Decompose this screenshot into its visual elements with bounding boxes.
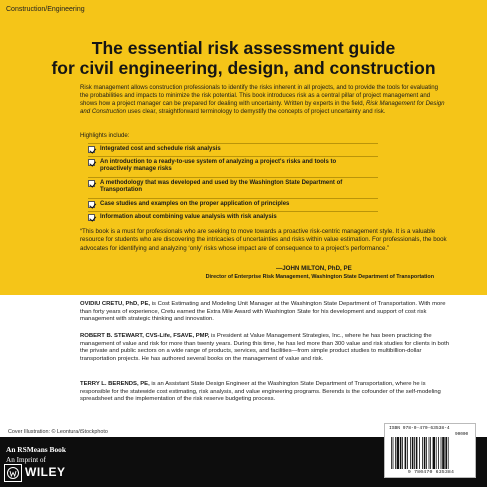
author-bio-text: is an Assistant State Design Engineer at the Washington State Department of Transportation, where he is responsible for the statewide cost estimating, risk analysis, and value engineering programs. Berends is the cofounder of the self-modeling spreadsheet and the implementation of the risk reserve budgeting process. bbox=[80, 381, 441, 403]
rsmeans-book-label: An RSMeans Book bbox=[6, 445, 66, 454]
highlight-divider bbox=[88, 177, 378, 178]
checkbox-icon bbox=[88, 201, 95, 208]
highlight-divider bbox=[88, 211, 378, 212]
imprint-label: An Imprint of bbox=[6, 456, 46, 464]
headline-line-2: for civil engineering, design, and construction bbox=[51, 58, 436, 78]
headline-line-1: The essential risk assessment guide bbox=[91, 38, 396, 58]
checkbox-icon bbox=[88, 180, 95, 187]
highlight-divider bbox=[88, 143, 378, 144]
highlight-item bbox=[100, 180, 360, 195]
highlight-text: Case studies and examples on the proper application of principles bbox=[100, 201, 290, 207]
headline bbox=[30, 38, 457, 78]
author-bio-text: is Cost Estimating and Modeling Unit Manager at the Washington State Department of Transportation. With more than forty years of experience, Cretu earned the Extra Mile Award with Washington State for his development and support of cost risk management with strategic thinking and innovation. bbox=[80, 301, 446, 323]
author-bio bbox=[80, 301, 452, 324]
author-name: ROBERT B. STEWART bbox=[80, 333, 143, 339]
wiley-logo-icon bbox=[4, 464, 22, 482]
intro-paragraph bbox=[80, 84, 447, 116]
barcode-icon bbox=[389, 437, 473, 469]
price-code: 90000 bbox=[455, 432, 469, 437]
author-name: TERRY L. BERENDS bbox=[80, 381, 137, 387]
barcode-panel bbox=[384, 423, 476, 478]
highlights-title: Highlights include: bbox=[80, 132, 130, 139]
highlight-text: An introduction to a ready-to-use system of analyzing a project's risks and tools to proactively manage risks bbox=[100, 159, 337, 173]
author-credentials: , PhD, PE, bbox=[122, 301, 151, 307]
highlight-item bbox=[100, 201, 360, 208]
intro-part-1: Risk management allows construction professionals to identify the risks inherent in all projects, and to provide the tools for evaluating the probabilities and impacts to minimize the risk potential. This book introduces risk as a central pillar of project management and shows how a project manager can be prepared for dealing with uncertainty. Written by experts in the field, bbox=[80, 84, 439, 108]
checkbox-icon bbox=[88, 214, 95, 221]
highlight-item bbox=[100, 214, 360, 221]
cover-illustration-credit: Cover Illustration: © Leontura/iStockphoto bbox=[8, 429, 108, 435]
wiley-wordmark: WILEY bbox=[25, 465, 66, 479]
quote-attribution-name: —JOHN MILTON, PhD, PE bbox=[276, 265, 352, 272]
highlight-text: Information about combining value analysis with risk analysis bbox=[100, 214, 277, 220]
endorsement-quote: “This book is a must for professionals who are seeking to move towards a proactive risk-centric management style. It is a valuable resource for students who are discovering the intricacies of uncertainties and risks within value estimation. For professionals, the book advocates for identifying and analyzing ‘only’ risks whose impact are of consequence to a project’s performance.” bbox=[80, 228, 447, 252]
checkbox-icon bbox=[88, 146, 95, 153]
highlight-text: Integrated cost and schedule risk analysis bbox=[100, 146, 221, 152]
author-bio bbox=[80, 381, 452, 404]
author-name: OVIDIU CRETU bbox=[80, 301, 123, 307]
isbn-label: ISBN 978-0-470-63538-4 bbox=[389, 426, 450, 431]
author-bio bbox=[80, 333, 452, 363]
highlight-text: A methodology that was developed and used by the Washington State Department of Transportation bbox=[100, 180, 343, 194]
author-credentials: , PE, bbox=[136, 381, 150, 387]
highlight-divider bbox=[88, 156, 378, 157]
highlight-item bbox=[100, 159, 360, 174]
highlight-item bbox=[100, 146, 360, 153]
quote-attribution-role: Director of Enterprise Risk Management, Washington State Department of Transportation bbox=[205, 274, 434, 280]
author-bio-text: is President at Value Management Strategies, Inc., where he has been practicing the management of value and risk for more than twenty years. During this time, he has led more than 300 value and risk studies for clients in both the private and public sectors on a wide range of products, services, and facilities—from simple product studies to multibillion-dollar transportation projects. He has authored several books on the management of value and risk. bbox=[80, 333, 450, 362]
author-credentials: , CVS-Life, FSAVE, PMP, bbox=[142, 333, 210, 339]
ean-number: 9 780470 635384 bbox=[407, 470, 455, 475]
category-label: Construction/Engineering bbox=[6, 6, 85, 13]
intro-part-2: uses clear, straightforward terminology to demystify the concepts of project uncertainty and risk. bbox=[126, 108, 386, 116]
intro-book-title: Risk Management for Design and Construction bbox=[80, 100, 445, 116]
checkbox-icon bbox=[88, 159, 95, 166]
highlight-divider bbox=[88, 198, 378, 199]
